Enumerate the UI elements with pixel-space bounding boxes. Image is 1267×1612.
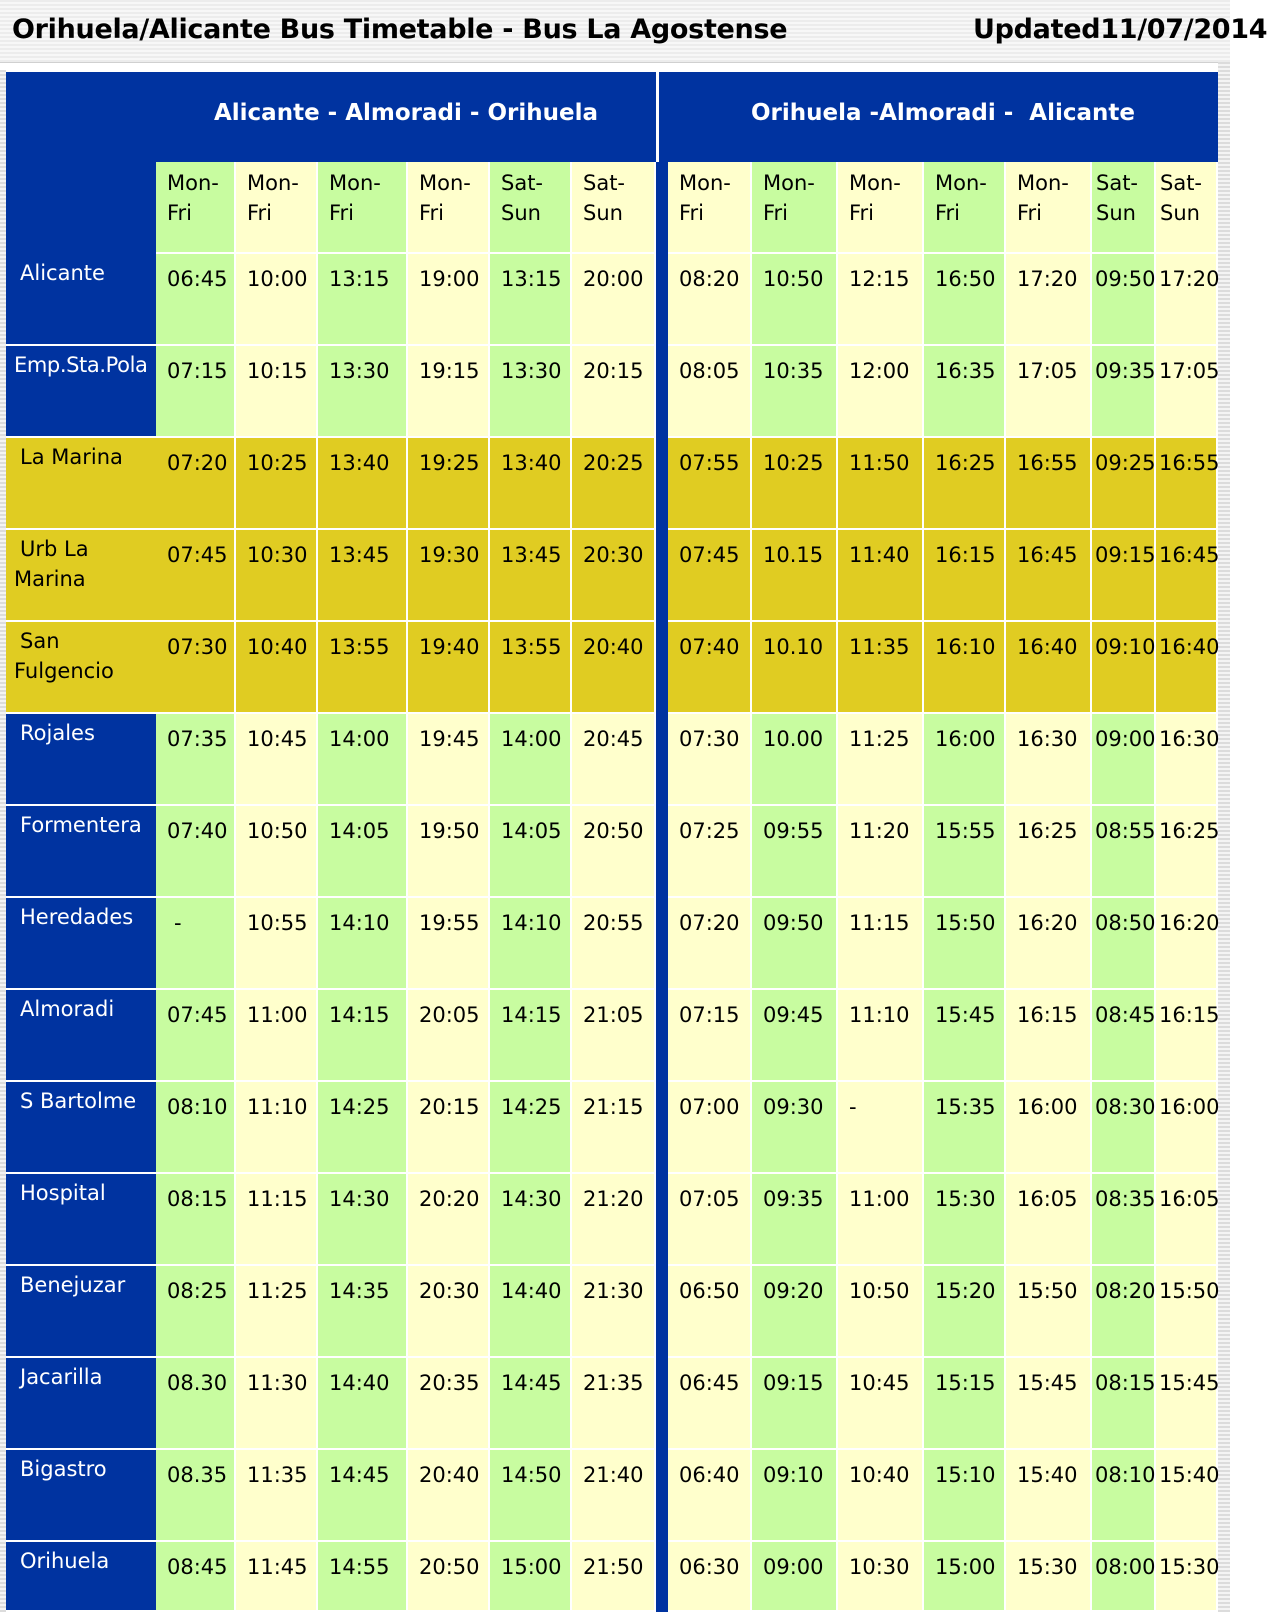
departure-time: 08:10 [156,1082,236,1174]
departure-time: 08:45 [1092,990,1156,1082]
departure-time: 14:10 [490,898,572,990]
departure-time: 07:20 [668,898,752,990]
departure-time: 20:40 [572,622,656,714]
departure-time: 14:05 [318,806,408,898]
departure-time: 15:50 [1006,1266,1092,1358]
departure-time: 10:25 [236,438,318,530]
departure-time: 13:40 [490,438,572,530]
departure-time: 09:45 [752,990,838,1082]
departure-time: 14:15 [318,990,408,1082]
departure-time: - [838,1082,924,1174]
departure-time: 17:05 [1156,346,1218,438]
departure-time: 17:20 [1156,254,1218,346]
departure-time: 11:25 [838,714,924,806]
departure-time: 09:15 [1092,530,1156,622]
stop-name: Alicante [6,254,156,346]
departure-time: 14:45 [318,1450,408,1542]
stop-name: Benejuzar [6,1266,156,1358]
departure-time: 19:40 [408,622,490,714]
departure-time: 11:45 [236,1542,318,1612]
outbound-day-header: Mon- Fri [156,162,236,254]
departure-time: 10:45 [236,714,318,806]
departure-time: 07:15 [668,990,752,1082]
departure-time: 20:15 [572,346,656,438]
departure-time: 08:50 [1092,898,1156,990]
departure-time: 11:20 [838,806,924,898]
stop-name: Hospital [6,1174,156,1266]
departure-time: 08.30 [156,1358,236,1450]
departure-time: 10:35 [752,346,838,438]
departure-time: 16:30 [1156,714,1218,806]
departure-time: 15:40 [1156,1450,1218,1542]
departure-time: 10:15 [236,346,318,438]
departure-time: 07:55 [668,438,752,530]
departure-time: 07:30 [668,714,752,806]
departure-time: 11:10 [838,990,924,1082]
departure-time: 13:55 [490,622,572,714]
departure-time: 20:30 [572,530,656,622]
departure-time: 16:15 [1006,990,1092,1082]
departure-time: 12:00 [838,346,924,438]
departure-time: 20:55 [572,898,656,990]
outbound-day-header: Sat- Sun [490,162,572,254]
departure-time: 15:45 [1156,1358,1218,1450]
departure-time: 15:15 [924,1358,1006,1450]
departure-time: 11:00 [236,990,318,1082]
departure-time: 15:55 [924,806,1006,898]
departure-time: 13:55 [318,622,408,714]
departure-time: 20:00 [572,254,656,346]
departure-time: 09:35 [1092,346,1156,438]
departure-time: 07:25 [668,806,752,898]
departure-time: 20:05 [408,990,490,1082]
departure-time: 16:40 [1006,622,1092,714]
departure-time: 09:15 [752,1358,838,1450]
stop-name: La Marina [6,438,156,530]
departure-time: 14:35 [318,1266,408,1358]
departure-time: 14:55 [318,1542,408,1612]
departure-time: 16:30 [1006,714,1092,806]
departure-time: 16:25 [1156,806,1218,898]
departure-time: 14:40 [490,1266,572,1358]
departure-time: 08:20 [1092,1266,1156,1358]
departure-time: 16:10 [924,622,1006,714]
departure-time: 15:10 [924,1450,1006,1542]
departure-time: 10:45 [838,1358,924,1450]
departure-time: 08:20 [668,254,752,346]
stop-name: Formentera [6,806,156,898]
departure-time: 19:00 [408,254,490,346]
departure-time: 09:50 [1092,254,1156,346]
departure-time: 21:40 [572,1450,656,1542]
departure-time: 08:55 [1092,806,1156,898]
departure-time: 07:05 [668,1174,752,1266]
departure-time: 11:35 [236,1450,318,1542]
outbound-day-header: Mon- Fri [236,162,318,254]
outbound-day-header: Sat- Sun [572,162,656,254]
departure-time: 15:40 [1006,1450,1092,1542]
departure-time: 20:20 [408,1174,490,1266]
direction-separator [656,72,668,1612]
departure-time: 14:25 [490,1082,572,1174]
departure-time: 16:00 [1156,1082,1218,1174]
departure-time: 09:10 [1092,622,1156,714]
departure-time: 21:50 [572,1542,656,1612]
departure-time: 07:45 [156,530,236,622]
departure-time: 14:30 [490,1174,572,1266]
departure-time: 14:10 [318,898,408,990]
departure-time: 16:35 [924,346,1006,438]
return-day-header: Sat- Sun [1156,162,1218,254]
departure-time: 06:30 [668,1542,752,1612]
direction-separator-gap [656,72,659,162]
departure-time: 15:50 [1156,1266,1218,1358]
departure-time: 10.10 [752,622,838,714]
departure-time: 16:20 [1006,898,1092,990]
stop-name: Emp.Sta.Pola [6,346,156,438]
departure-time: 06:50 [668,1266,752,1358]
departure-time: 11:30 [236,1358,318,1450]
departure-time: 19:55 [408,898,490,990]
departure-time: - [156,898,236,990]
departure-time: 16:50 [924,254,1006,346]
departure-time: 10:50 [236,806,318,898]
departure-time: 10:40 [236,622,318,714]
departure-time: 14:25 [318,1082,408,1174]
outbound-direction-title: Alicante - Almoradi - Orihuela [213,100,598,126]
title-bar [0,0,1267,63]
departure-time: 19:25 [408,438,490,530]
departure-time: 16:25 [1006,806,1092,898]
departure-time: 19:45 [408,714,490,806]
departure-time: 08:05 [668,346,752,438]
return-day-header: Mon- Fri [924,162,1006,254]
departure-time: 16:45 [1006,530,1092,622]
stop-name: Almoradi [6,990,156,1082]
departure-time: 14:50 [490,1450,572,1542]
departure-time: 10:50 [838,1266,924,1358]
departure-time: 20:15 [408,1082,490,1174]
departure-time: 16:15 [924,530,1006,622]
departure-time: 16:05 [1006,1174,1092,1266]
stop-name: Heredades [6,898,156,990]
departure-time: 08:10 [1092,1450,1156,1542]
departure-time: 08:15 [156,1174,236,1266]
departure-time: 10:40 [838,1450,924,1542]
departure-time: 15:30 [1156,1542,1218,1612]
return-day-header: Sat- Sun [1092,162,1156,254]
departure-time: 15:30 [924,1174,1006,1266]
departure-time: 10:25 [752,438,838,530]
departure-time: 07:40 [156,806,236,898]
departure-time: 11:15 [838,898,924,990]
departure-time: 09:10 [752,1450,838,1542]
departure-time: 14:00 [318,714,408,806]
stop-name: San Fulgencio [6,622,156,714]
departure-time: 13:15 [490,254,572,346]
departure-time: 07:00 [668,1082,752,1174]
departure-time: 14:15 [490,990,572,1082]
departure-time: 15:35 [924,1082,1006,1174]
departure-time: 15:20 [924,1266,1006,1358]
departure-time: 09:25 [1092,438,1156,530]
departure-time: 07:45 [668,530,752,622]
departure-time: 16:45 [1156,530,1218,622]
departure-time: 08:45 [156,1542,236,1612]
departure-time: 21:35 [572,1358,656,1450]
return-day-header: Mon- Fri [838,162,924,254]
departure-time: 15:45 [924,990,1006,1082]
departure-time: 16:55 [1006,438,1092,530]
outbound-day-header: Mon- Fri [408,162,490,254]
departure-time: 20:25 [572,438,656,530]
right-margin-stripe [1218,62,1230,1612]
departure-time: 13:40 [318,438,408,530]
departure-time: 10:30 [838,1542,924,1612]
departure-time: 06:40 [668,1450,752,1542]
departure-time: 10:50 [752,254,838,346]
departure-time: 16:25 [924,438,1006,530]
stop-name: Orihuela [6,1542,156,1612]
departure-time: 15:30 [1006,1542,1092,1612]
departure-time: 12:15 [838,254,924,346]
departure-time: 07:20 [156,438,236,530]
page-title: Orihuela/Alicante Bus Timetable - Bus La Agostense [12,14,788,45]
departure-time: 19:30 [408,530,490,622]
departure-time: 20:35 [408,1358,490,1450]
departure-time: 09:00 [1092,714,1156,806]
departure-time: 15:00 [924,1542,1006,1612]
departure-time: 14:40 [318,1358,408,1450]
departure-time: 06:45 [668,1358,752,1450]
departure-time: 14:45 [490,1358,572,1450]
departure-time: 08:35 [1092,1174,1156,1266]
departure-time: 10:00 [236,254,318,346]
departure-time: 14:30 [318,1174,408,1266]
departure-time: 17:05 [1006,346,1092,438]
departure-time: 20:50 [408,1542,490,1612]
departure-time: 17:20 [1006,254,1092,346]
departure-time: 16:00 [924,714,1006,806]
stop-column-header [6,72,156,254]
departure-time: 14:05 [490,806,572,898]
departure-time: 21:20 [572,1174,656,1266]
departure-time: 10:55 [236,898,318,990]
departure-time: 13:15 [318,254,408,346]
departure-time: 07:45 [156,990,236,1082]
departure-time: 16:05 [1156,1174,1218,1266]
departure-time: 08:00 [1092,1542,1156,1612]
departure-time: 19:15 [408,346,490,438]
departure-time: 11:40 [838,530,924,622]
departure-time: 21:15 [572,1082,656,1174]
departure-time: 13:45 [490,530,572,622]
departure-time: 19:50 [408,806,490,898]
departure-time: 13:30 [318,346,408,438]
return-day-header: Mon- Fri [752,162,838,254]
departure-time: 21:05 [572,990,656,1082]
departure-time: 07:15 [156,346,236,438]
departure-time: 08:15 [1092,1358,1156,1450]
departure-time: 15:45 [1006,1358,1092,1450]
stop-name: Bigastro [6,1450,156,1542]
departure-time: 11:50 [838,438,924,530]
departure-time: 07:35 [156,714,236,806]
stop-name: Urb La Marina [6,530,156,622]
departure-time: 11:25 [236,1266,318,1358]
departure-time: 16:15 [1156,990,1218,1082]
departure-time: 20:50 [572,806,656,898]
departure-time: 08:25 [156,1266,236,1358]
departure-time: 11:15 [236,1174,318,1266]
departure-time: 13:45 [318,530,408,622]
departure-time: 21:30 [572,1266,656,1358]
return-day-header: Mon- Fri [1006,162,1092,254]
departure-time: 09:00 [752,1542,838,1612]
departure-time: 15:50 [924,898,1006,990]
return-direction-title: Orihuela -Almoradi - Alicante [750,100,1135,126]
departure-time: 08.35 [156,1450,236,1542]
stop-name: S Bartolme [6,1082,156,1174]
departure-time: 09:50 [752,898,838,990]
departure-time: 10.15 [752,530,838,622]
departure-time: 13:30 [490,346,572,438]
departure-time: 20:40 [408,1450,490,1542]
stop-name: Rojales [6,714,156,806]
departure-time: 14:00 [490,714,572,806]
departure-time: 11:00 [838,1174,924,1266]
departure-time: 16:20 [1156,898,1218,990]
stop-name: Jacarilla [6,1358,156,1450]
departure-time: 16:00 [1006,1082,1092,1174]
departure-time: 09:20 [752,1266,838,1358]
departure-time: 10:30 [236,530,318,622]
departure-time: 09:55 [752,806,838,898]
departure-time: 20:45 [572,714,656,806]
departure-time: 07:40 [668,622,752,714]
departure-time: 09:35 [752,1174,838,1266]
departure-time: 11:35 [838,622,924,714]
departure-time: 16:40 [1156,622,1218,714]
departure-time: 07:30 [156,622,236,714]
departure-time: 06:45 [156,254,236,346]
outbound-day-header: Mon- Fri [318,162,408,254]
departure-time: 09:30 [752,1082,838,1174]
departure-time: 11:10 [236,1082,318,1174]
return-day-header: Mon- Fri [668,162,752,254]
departure-time: 20:30 [408,1266,490,1358]
departure-time: 16:55 [1156,438,1218,530]
departure-time: 08:30 [1092,1082,1156,1174]
departure-time: 10.00 [752,714,838,806]
updated-date: Updated11/07/2014 [973,14,1267,45]
departure-time: 15:00 [490,1542,572,1612]
